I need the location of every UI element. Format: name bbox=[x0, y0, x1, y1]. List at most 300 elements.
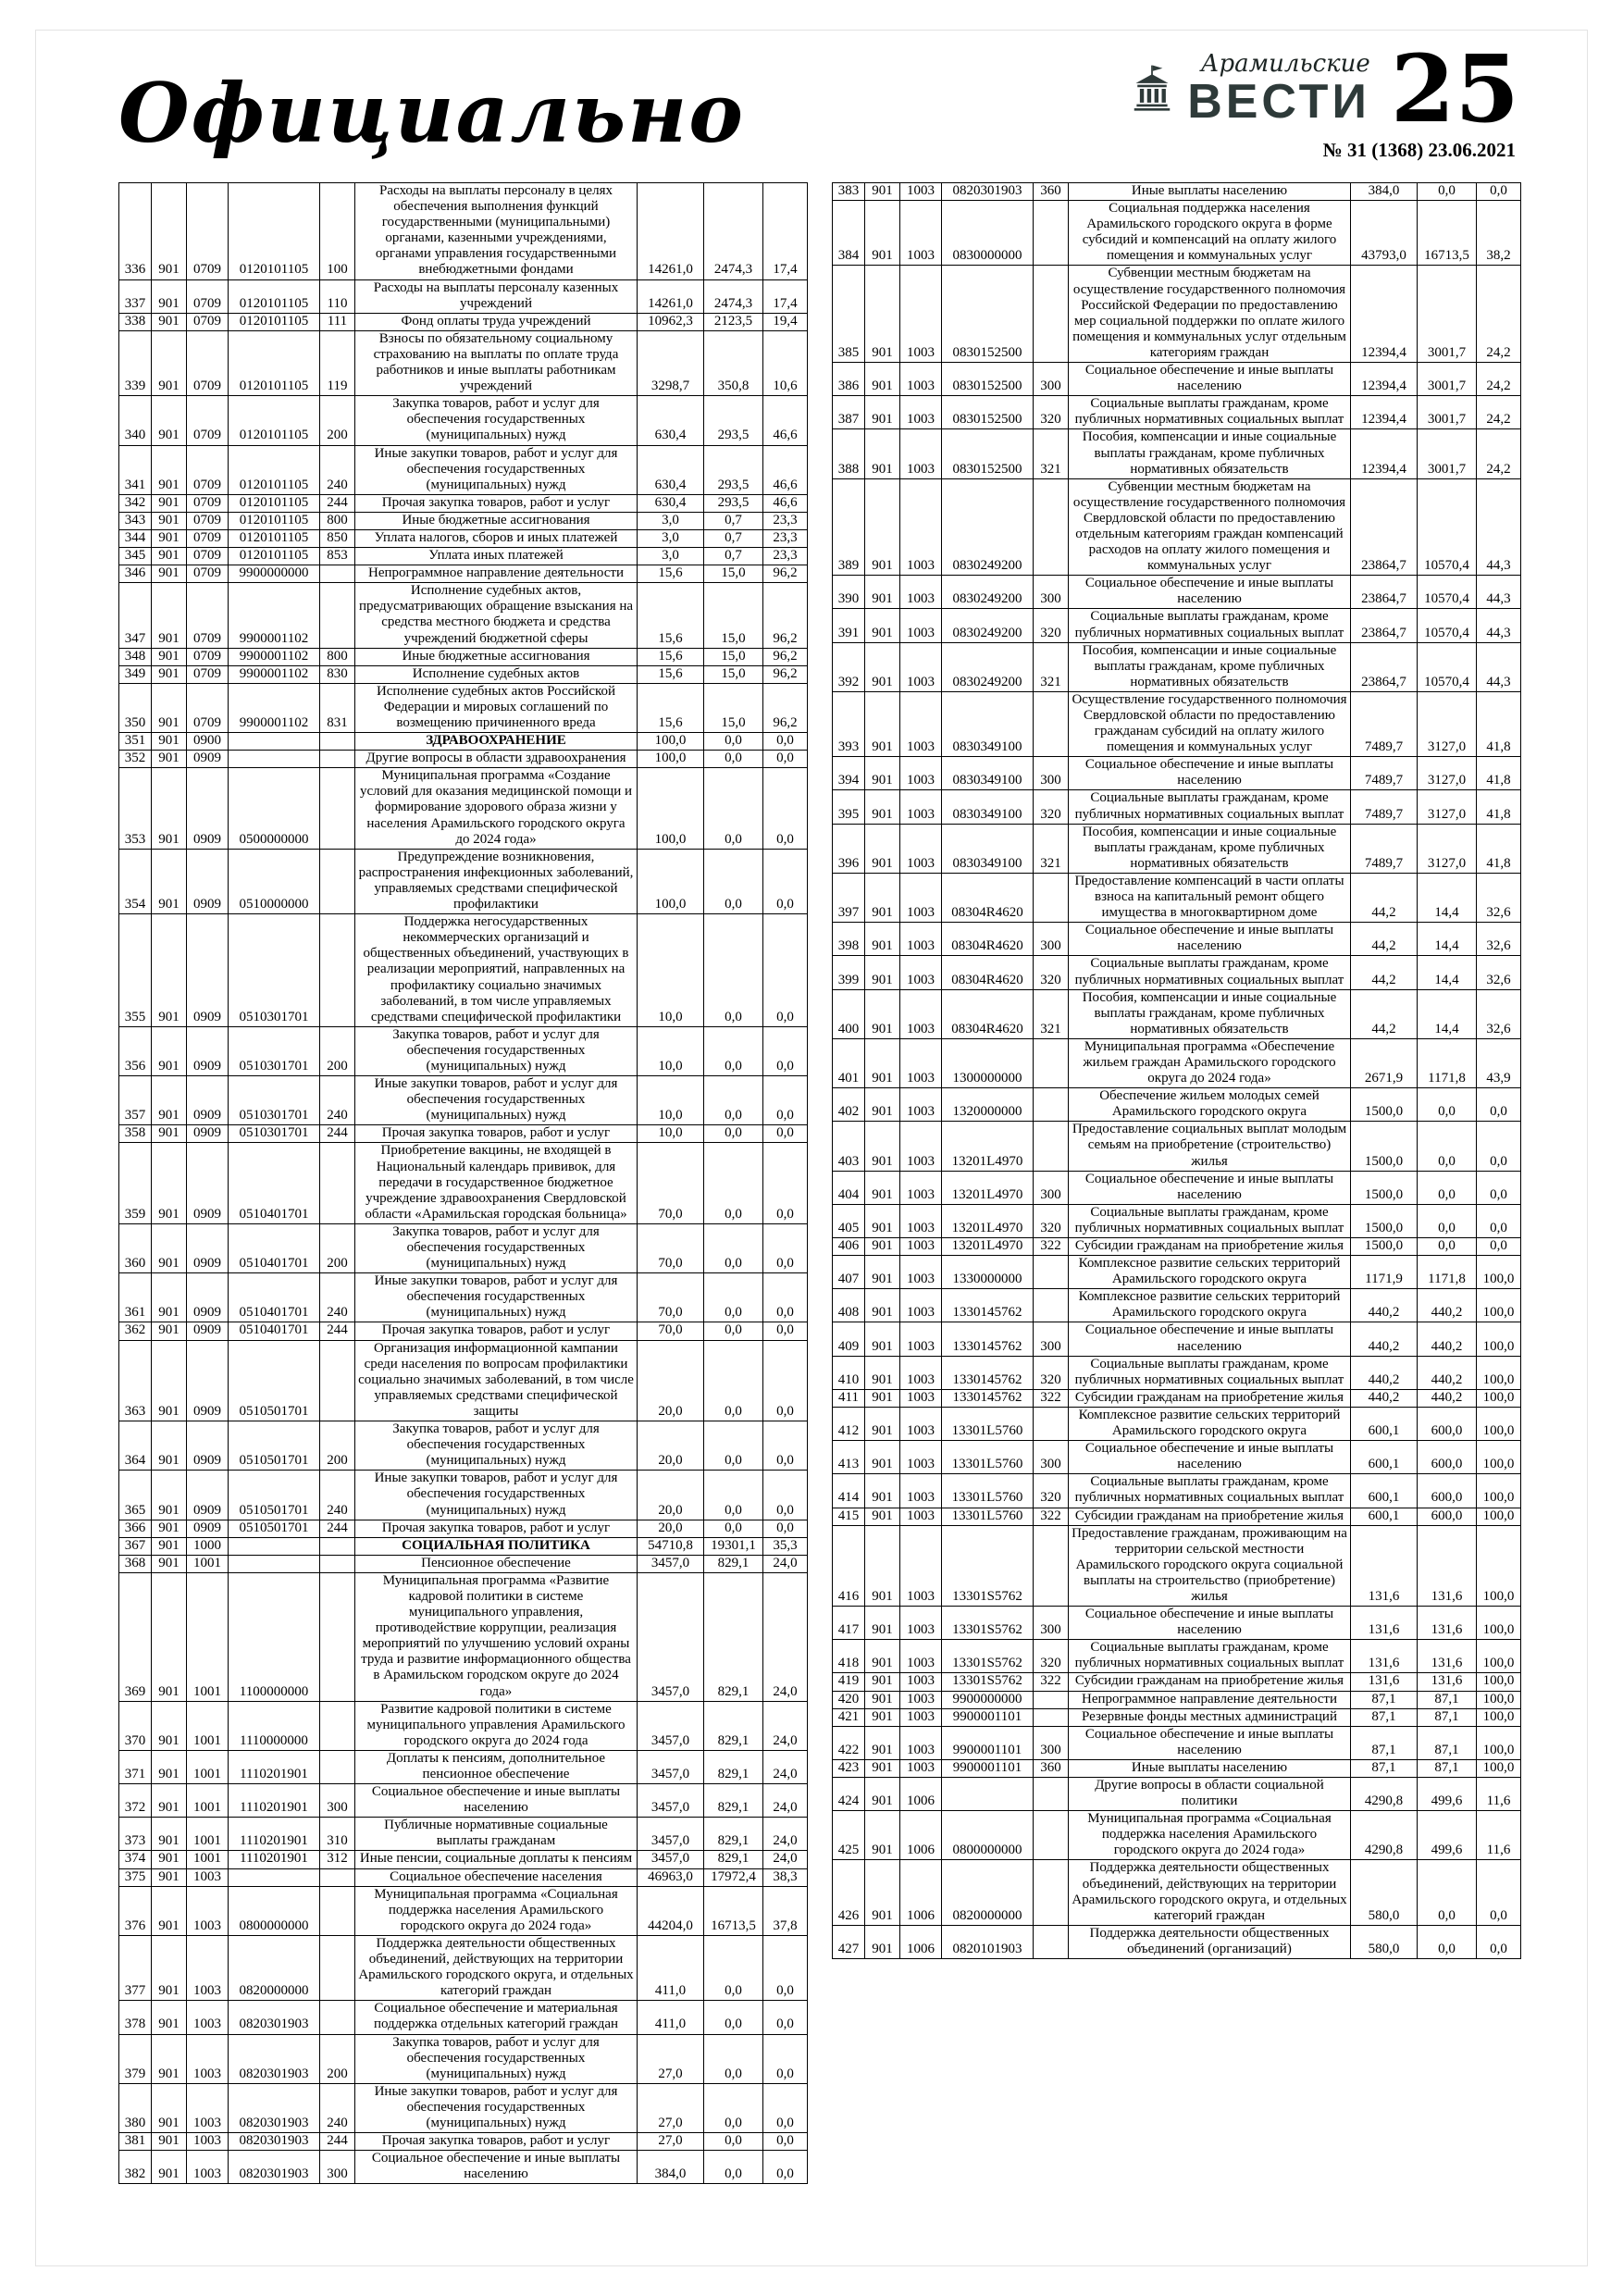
expense-type-code-cell: 110 bbox=[320, 279, 355, 313]
approved-amount-cell: 14261,0 bbox=[638, 279, 704, 313]
target-item-code-cell: 0120101105 bbox=[229, 279, 320, 313]
budget-row bbox=[833, 363, 1521, 396]
section-code-cell: 0709 bbox=[187, 565, 229, 583]
budget-row bbox=[119, 683, 808, 732]
execution-percent-cell: 0,0 bbox=[763, 1143, 808, 1223]
execution-percent-cell: 0,0 bbox=[763, 1471, 808, 1520]
section-code-cell: 0900 bbox=[187, 733, 229, 751]
execution-percent-cell: 46,6 bbox=[763, 396, 808, 445]
execution-percent-cell: 0,0 bbox=[763, 1322, 808, 1340]
grbs-code-cell: 901 bbox=[152, 1868, 187, 1886]
section-code-cell: 1003 bbox=[900, 1238, 942, 1256]
executed-amount-cell: 0,0 bbox=[704, 1143, 763, 1223]
executed-amount-cell: 440,2 bbox=[1418, 1322, 1477, 1356]
approved-amount-cell: 580,0 bbox=[1351, 1860, 1418, 1925]
section-code-cell: 1003 bbox=[187, 1935, 229, 2000]
expense-type-code-cell bbox=[1034, 1256, 1069, 1289]
expense-type-code-cell: 300 bbox=[1034, 1441, 1069, 1474]
row-number-cell: 346 bbox=[119, 565, 152, 583]
expense-name-cell: Социальные выплаты гражданам, кроме публичных нормативных социальных выплат bbox=[1069, 609, 1351, 642]
section-code-cell: 0709 bbox=[187, 445, 229, 494]
grbs-code-cell: 901 bbox=[152, 583, 187, 648]
execution-percent-cell: 17,4 bbox=[763, 183, 808, 280]
executed-amount-cell: 440,2 bbox=[1418, 1356, 1477, 1389]
row-number-cell: 419 bbox=[833, 1673, 865, 1691]
target-item-code-cell: 13201L4970 bbox=[942, 1122, 1034, 1171]
expense-name-cell: Предупреждение возникновения, распространения инфекционных заболеваний, управляемых средствами специфической профилактики bbox=[355, 849, 638, 913]
section-code-cell: 1003 bbox=[900, 1389, 942, 1407]
executed-amount-cell: 293,5 bbox=[704, 445, 763, 494]
expense-name-cell: Расходы на выплаты персоналу казенных учреждений bbox=[355, 279, 638, 313]
expense-type-code-cell: 321 bbox=[1034, 989, 1069, 1038]
row-number-cell: 336 bbox=[119, 183, 152, 280]
expense-name-cell: Социальное обеспечение и иные выплаты населению bbox=[355, 1784, 638, 1818]
executed-amount-cell: 3127,0 bbox=[1418, 790, 1477, 824]
execution-percent-cell: 44,3 bbox=[1477, 609, 1521, 642]
expense-type-code-cell: 300 bbox=[1034, 923, 1069, 956]
approved-amount-cell: 440,2 bbox=[1351, 1289, 1418, 1322]
target-item-code-cell: 0510000000 bbox=[229, 849, 320, 913]
expense-type-code-cell: 200 bbox=[320, 1026, 355, 1075]
expense-name-cell: Поддержка негосударственных некоммерческих организаций и общественных объединений, участвующих в реализации мероприятий, направленных на профилактику социально значимых заболеваний, в том числе управляемых средствами специфической профилактики bbox=[355, 914, 638, 1027]
grbs-code-cell: 901 bbox=[152, 565, 187, 583]
row-number-cell: 379 bbox=[119, 2034, 152, 2083]
expense-type-code-cell: 300 bbox=[320, 2151, 355, 2184]
expense-type-code-cell: 244 bbox=[320, 2133, 355, 2151]
grbs-code-cell: 901 bbox=[152, 1572, 187, 1701]
section-code-cell: 1003 bbox=[900, 478, 942, 576]
grbs-code-cell: 901 bbox=[152, 1125, 187, 1143]
expense-name-cell: Непрограммное направление деятельности bbox=[1069, 1691, 1351, 1708]
executed-amount-cell: 16713,5 bbox=[1418, 201, 1477, 266]
expense-name-cell: Прочая закупка товаров, работ и услуг bbox=[355, 2133, 638, 2151]
execution-percent-cell: 35,3 bbox=[763, 1537, 808, 1555]
expense-type-code-cell: 300 bbox=[1034, 576, 1069, 609]
target-item-code-cell bbox=[229, 1537, 320, 1555]
row-number-cell: 380 bbox=[119, 2083, 152, 2132]
expense-type-code-cell: 830 bbox=[320, 665, 355, 683]
target-item-code-cell: 13301S5762 bbox=[942, 1673, 1034, 1691]
expense-name-cell: Приобретение вакцины, не входящей в Национальный календарь прививок, для передачи в государственное бюджетное учреждение здравоохранения Свердловской области «Арамильская городская больница» bbox=[355, 1143, 638, 1223]
row-number-cell: 384 bbox=[833, 201, 865, 266]
budget-row bbox=[833, 266, 1521, 363]
row-number-cell: 407 bbox=[833, 1256, 865, 1289]
expense-name-cell: Пособия, компенсации и иные социальные выплаты гражданам, кроме публичных нормативных обязательств bbox=[1069, 989, 1351, 1038]
budget-row bbox=[833, 396, 1521, 429]
execution-percent-cell: 0,0 bbox=[763, 1935, 808, 2000]
grbs-code-cell: 901 bbox=[152, 512, 187, 529]
grbs-code-cell: 901 bbox=[865, 1441, 900, 1474]
approved-amount-cell: 20,0 bbox=[638, 1520, 704, 1537]
expense-type-code-cell: 240 bbox=[320, 2083, 355, 2132]
budget-row bbox=[119, 1868, 808, 1886]
approved-amount-cell: 43793,0 bbox=[1351, 201, 1418, 266]
budget-row bbox=[833, 989, 1521, 1038]
expense-type-code-cell: 312 bbox=[320, 1851, 355, 1868]
execution-percent-cell: 0,0 bbox=[763, 733, 808, 751]
executed-amount-cell: 0,0 bbox=[704, 914, 763, 1027]
approved-amount-cell: 3457,0 bbox=[638, 1701, 704, 1750]
grbs-code-cell: 901 bbox=[152, 1471, 187, 1520]
section-code-cell: 1003 bbox=[900, 1356, 942, 1389]
expense-type-code-cell bbox=[320, 1750, 355, 1783]
row-number-cell: 415 bbox=[833, 1508, 865, 1525]
executed-amount-cell: 829,1 bbox=[704, 1572, 763, 1701]
executed-amount-cell: 0,0 bbox=[704, 1520, 763, 1537]
execution-percent-cell: 24,0 bbox=[763, 1784, 808, 1818]
approved-amount-cell: 630,4 bbox=[638, 396, 704, 445]
expense-type-code-cell: 321 bbox=[1034, 642, 1069, 691]
grbs-code-cell: 901 bbox=[865, 1407, 900, 1440]
expense-type-code-cell bbox=[320, 1701, 355, 1750]
row-number-cell: 351 bbox=[119, 733, 152, 751]
approved-amount-cell: 3457,0 bbox=[638, 1555, 704, 1572]
brand-text bbox=[1187, 50, 1370, 129]
budget-row bbox=[833, 1441, 1521, 1474]
section-code-cell: 1003 bbox=[900, 956, 942, 989]
expense-type-code-cell: 200 bbox=[320, 1223, 355, 1272]
target-item-code-cell: 13301S5762 bbox=[942, 1607, 1034, 1640]
budget-row bbox=[833, 757, 1521, 790]
row-number-cell: 361 bbox=[119, 1273, 152, 1322]
executed-amount-cell: 87,1 bbox=[1418, 1726, 1477, 1759]
expense-name-cell: Социальные выплаты гражданам, кроме публичных нормативных социальных выплат bbox=[1069, 956, 1351, 989]
budget-row bbox=[833, 1811, 1521, 1860]
expense-name-cell: Осуществление государственного полномочия Свердловской области по предоставлению гражданам субсидий на оплату жилого помещения и коммунальных услуг bbox=[1069, 691, 1351, 756]
approved-amount-cell: 3457,0 bbox=[638, 1572, 704, 1701]
row-number-cell: 382 bbox=[119, 2151, 152, 2184]
section-code-cell: 1003 bbox=[900, 266, 942, 363]
row-number-cell: 398 bbox=[833, 923, 865, 956]
expense-type-code-cell bbox=[320, 1143, 355, 1223]
grbs-code-cell: 901 bbox=[865, 923, 900, 956]
execution-percent-cell: 100,0 bbox=[1477, 1640, 1521, 1673]
section-code-cell: 1006 bbox=[900, 1811, 942, 1860]
row-number-cell: 414 bbox=[833, 1474, 865, 1508]
expense-name-cell: Муниципальная программа «Социальная поддержка населения Арамильского городского округа до 2024 года» bbox=[355, 1886, 638, 1935]
budget-row bbox=[833, 1778, 1521, 1811]
execution-percent-cell: 0,0 bbox=[1477, 1204, 1521, 1237]
target-item-code-cell: 9900001102 bbox=[229, 583, 320, 648]
approved-amount-cell: 580,0 bbox=[1351, 1925, 1418, 1958]
section-code-cell: 0709 bbox=[187, 183, 229, 280]
approved-amount-cell: 44,2 bbox=[1351, 873, 1418, 922]
grbs-code-cell: 901 bbox=[152, 1935, 187, 2000]
row-number-cell: 359 bbox=[119, 1143, 152, 1223]
approved-amount-cell: 12394,4 bbox=[1351, 396, 1418, 429]
approved-amount-cell: 1500,0 bbox=[1351, 1238, 1418, 1256]
section-code-cell: 1003 bbox=[900, 1726, 942, 1759]
executed-amount-cell: 15,0 bbox=[704, 583, 763, 648]
execution-percent-cell: 24,0 bbox=[763, 1818, 808, 1851]
target-item-code-cell: 1320000000 bbox=[942, 1088, 1034, 1122]
row-number-cell: 394 bbox=[833, 757, 865, 790]
grbs-code-cell: 901 bbox=[865, 1356, 900, 1389]
executed-amount-cell: 0,0 bbox=[704, 849, 763, 913]
row-number-cell: 362 bbox=[119, 1322, 152, 1340]
approved-amount-cell: 411,0 bbox=[638, 2001, 704, 2034]
approved-amount-cell: 7489,7 bbox=[1351, 824, 1418, 873]
expense-type-code-cell: 244 bbox=[320, 494, 355, 512]
execution-percent-cell: 37,8 bbox=[763, 1886, 808, 1935]
target-item-code-cell: 9900001101 bbox=[942, 1759, 1034, 1777]
approved-amount-cell: 15,6 bbox=[638, 683, 704, 732]
expense-name-cell: Прочая закупка товаров, работ и услуг bbox=[355, 494, 638, 512]
executed-amount-cell: 0,0 bbox=[704, 2133, 763, 2151]
section-code-cell: 1003 bbox=[900, 1691, 942, 1708]
section-code-cell: 0709 bbox=[187, 494, 229, 512]
row-number-cell: 342 bbox=[119, 494, 152, 512]
section-code-cell: 1003 bbox=[900, 989, 942, 1038]
executed-amount-cell: 440,2 bbox=[1418, 1289, 1477, 1322]
row-number-cell: 424 bbox=[833, 1778, 865, 1811]
expense-type-code-cell bbox=[320, 751, 355, 768]
executed-amount-cell: 829,1 bbox=[704, 1784, 763, 1818]
execution-percent-cell: 32,6 bbox=[1477, 956, 1521, 989]
grbs-code-cell: 901 bbox=[152, 529, 187, 547]
expense-type-code-cell: 300 bbox=[1034, 1171, 1069, 1204]
expense-type-code-cell bbox=[320, 565, 355, 583]
approved-amount-cell: 131,6 bbox=[1351, 1640, 1418, 1673]
budget-row bbox=[119, 1026, 808, 1075]
grbs-code-cell: 901 bbox=[865, 1171, 900, 1204]
approved-amount-cell: 384,0 bbox=[638, 2151, 704, 2184]
expense-type-code-cell: 244 bbox=[320, 1322, 355, 1340]
budget-row bbox=[119, 445, 808, 494]
expense-name-cell: Социальное обеспечение и иные выплаты населению bbox=[1069, 1726, 1351, 1759]
row-number-cell: 388 bbox=[833, 429, 865, 478]
grbs-code-cell: 901 bbox=[152, 849, 187, 913]
target-item-code-cell: 0120101105 bbox=[229, 512, 320, 529]
row-number-cell: 396 bbox=[833, 824, 865, 873]
budget-row bbox=[119, 1421, 808, 1471]
execution-percent-cell: 17,4 bbox=[763, 279, 808, 313]
budget-row bbox=[119, 751, 808, 768]
execution-percent-cell: 100,0 bbox=[1477, 1322, 1521, 1356]
expense-type-code-cell: 310 bbox=[320, 1818, 355, 1851]
section-code-cell: 1003 bbox=[900, 183, 942, 201]
grbs-code-cell: 901 bbox=[865, 1525, 900, 1606]
executed-amount-cell: 0,0 bbox=[704, 1273, 763, 1322]
expense-type-code-cell: 240 bbox=[320, 1273, 355, 1322]
row-number-cell: 339 bbox=[119, 330, 152, 395]
grbs-code-cell: 901 bbox=[865, 956, 900, 989]
row-number-cell: 376 bbox=[119, 1886, 152, 1935]
section-code-cell: 1003 bbox=[900, 642, 942, 691]
execution-percent-cell: 23,3 bbox=[763, 529, 808, 547]
execution-percent-cell: 32,6 bbox=[1477, 923, 1521, 956]
grbs-code-cell: 901 bbox=[152, 1143, 187, 1223]
approved-amount-cell: 23864,7 bbox=[1351, 609, 1418, 642]
section-code-cell: 1003 bbox=[900, 1407, 942, 1440]
approved-amount-cell: 3457,0 bbox=[638, 1851, 704, 1868]
grbs-code-cell: 901 bbox=[152, 279, 187, 313]
target-item-code-cell: 13201L4970 bbox=[942, 1171, 1034, 1204]
row-number-cell: 374 bbox=[119, 1851, 152, 1868]
section-code-cell: 1003 bbox=[900, 1474, 942, 1508]
target-item-code-cell: 13301S5762 bbox=[942, 1525, 1034, 1606]
expense-type-code-cell bbox=[1034, 1525, 1069, 1606]
executed-amount-cell: 600,0 bbox=[1418, 1407, 1477, 1440]
target-item-code-cell: 0820301903 bbox=[229, 2151, 320, 2184]
grbs-code-cell: 901 bbox=[865, 1238, 900, 1256]
grbs-code-cell: 901 bbox=[152, 2133, 187, 2151]
section-code-cell: 0909 bbox=[187, 768, 229, 849]
grbs-code-cell: 901 bbox=[865, 1778, 900, 1811]
section-code-cell: 1003 bbox=[900, 1673, 942, 1691]
execution-percent-cell: 0,0 bbox=[763, 1076, 808, 1125]
section-code-cell: 0709 bbox=[187, 665, 229, 683]
expense-type-code-cell: 244 bbox=[320, 1520, 355, 1537]
target-item-code-cell: 0510301701 bbox=[229, 1076, 320, 1125]
row-number-cell: 350 bbox=[119, 683, 152, 732]
execution-percent-cell: 0,0 bbox=[763, 2001, 808, 2034]
budget-table-left-body bbox=[119, 183, 808, 2184]
budget-row bbox=[119, 565, 808, 583]
grbs-code-cell: 901 bbox=[152, 914, 187, 1027]
row-number-cell: 337 bbox=[119, 279, 152, 313]
target-item-code-cell: 0500000000 bbox=[229, 768, 320, 849]
target-item-code-cell: 13201L4970 bbox=[942, 1238, 1034, 1256]
target-item-code-cell: 13301L5760 bbox=[942, 1474, 1034, 1508]
execution-percent-cell: 96,2 bbox=[763, 648, 808, 665]
grbs-code-cell: 901 bbox=[152, 183, 187, 280]
approved-amount-cell: 600,1 bbox=[1351, 1474, 1418, 1508]
execution-percent-cell: 0,0 bbox=[1477, 1088, 1521, 1122]
budget-row bbox=[119, 1701, 808, 1750]
expense-name-cell: Резервные фонды местных администраций bbox=[1069, 1708, 1351, 1726]
budget-row bbox=[119, 548, 808, 565]
executed-amount-cell: 10570,4 bbox=[1418, 642, 1477, 691]
budget-row bbox=[119, 648, 808, 665]
target-item-code-cell: 0120101105 bbox=[229, 313, 320, 330]
budget-row bbox=[833, 1508, 1521, 1525]
expense-type-code-cell: 320 bbox=[1034, 396, 1069, 429]
grbs-code-cell: 901 bbox=[865, 1759, 900, 1777]
execution-percent-cell: 44,3 bbox=[1477, 642, 1521, 691]
expense-name-cell: Социальное обеспечение и иные выплаты населению bbox=[1069, 1322, 1351, 1356]
approved-amount-cell: 1500,0 bbox=[1351, 1088, 1418, 1122]
executed-amount-cell: 0,0 bbox=[704, 1340, 763, 1421]
target-item-code-cell: 9900001101 bbox=[942, 1708, 1034, 1726]
section-code-cell: 1003 bbox=[187, 2083, 229, 2132]
execution-percent-cell: 19,4 bbox=[763, 313, 808, 330]
approved-amount-cell: 12394,4 bbox=[1351, 363, 1418, 396]
expense-type-code-cell bbox=[1034, 1691, 1069, 1708]
section-code-cell: 0909 bbox=[187, 1125, 229, 1143]
execution-percent-cell: 41,8 bbox=[1477, 790, 1521, 824]
grbs-code-cell: 901 bbox=[152, 396, 187, 445]
target-item-code-cell: 9900001101 bbox=[942, 1726, 1034, 1759]
expense-type-code-cell bbox=[1034, 1407, 1069, 1440]
execution-percent-cell: 0,0 bbox=[1477, 1171, 1521, 1204]
target-item-code-cell: 9900001102 bbox=[229, 648, 320, 665]
section-code-cell: 1003 bbox=[900, 1525, 942, 1606]
budget-row bbox=[833, 824, 1521, 873]
row-number-cell: 357 bbox=[119, 1076, 152, 1125]
row-number-cell: 347 bbox=[119, 583, 152, 648]
budget-row bbox=[833, 576, 1521, 609]
budget-row bbox=[119, 768, 808, 849]
budget-row bbox=[119, 1223, 808, 1272]
budget-row bbox=[119, 583, 808, 648]
executed-amount-cell: 0,0 bbox=[704, 733, 763, 751]
budget-row bbox=[833, 1407, 1521, 1440]
row-number-cell: 401 bbox=[833, 1038, 865, 1087]
expense-type-code-cell: 853 bbox=[320, 548, 355, 565]
grbs-code-cell: 901 bbox=[152, 733, 187, 751]
target-item-code-cell: 0510401701 bbox=[229, 1223, 320, 1272]
approved-amount-cell: 7489,7 bbox=[1351, 757, 1418, 790]
expense-name-cell: Исполнение судебных актов Российской Федерации и мировых соглашений по возмещению причиненного вреда bbox=[355, 683, 638, 732]
expense-name-cell: Поддержка деятельности общественных объединений, действующих на территории Арамильского городского округа, и отдельных категорий граждан bbox=[1069, 1860, 1351, 1925]
expense-type-code-cell: 800 bbox=[320, 648, 355, 665]
approved-amount-cell: 1500,0 bbox=[1351, 1122, 1418, 1171]
executed-amount-cell: 14,4 bbox=[1418, 923, 1477, 956]
grbs-code-cell: 901 bbox=[865, 1289, 900, 1322]
expense-name-cell: Социальные выплаты гражданам, кроме публичных нормативных социальных выплат bbox=[1069, 790, 1351, 824]
grbs-code-cell: 901 bbox=[865, 1860, 900, 1925]
target-item-code-cell: 0800000000 bbox=[229, 1886, 320, 1935]
executed-amount-cell: 14,4 bbox=[1418, 873, 1477, 922]
expense-name-cell: Иные выплаты населению bbox=[1069, 1759, 1351, 1777]
expense-name-cell: Муниципальная программа «Обеспечение жильем граждан Арамильского городского округа до 2024 года» bbox=[1069, 1038, 1351, 1087]
approved-amount-cell: 27,0 bbox=[638, 2034, 704, 2083]
expense-type-code-cell: 240 bbox=[320, 1076, 355, 1125]
executed-amount-cell: 0,0 bbox=[704, 1125, 763, 1143]
execution-percent-cell: 0,0 bbox=[763, 1125, 808, 1143]
executed-amount-cell: 15,0 bbox=[704, 565, 763, 583]
approved-amount-cell: 23864,7 bbox=[1351, 478, 1418, 576]
expense-name-cell: Социальное обеспечение и иные выплаты населению bbox=[1069, 363, 1351, 396]
execution-percent-cell: 24,0 bbox=[763, 1750, 808, 1783]
row-number-cell: 427 bbox=[833, 1925, 865, 1958]
expense-name-cell: Другие вопросы в области социальной политики bbox=[1069, 1778, 1351, 1811]
executed-amount-cell: 0,0 bbox=[704, 2083, 763, 2132]
budget-row bbox=[119, 183, 808, 280]
executed-amount-cell: 3127,0 bbox=[1418, 757, 1477, 790]
row-number-cell: 416 bbox=[833, 1525, 865, 1606]
section-code-cell: 0709 bbox=[187, 396, 229, 445]
executed-amount-cell: 15,0 bbox=[704, 683, 763, 732]
executed-amount-cell: 10570,4 bbox=[1418, 576, 1477, 609]
expense-type-code-cell: 320 bbox=[1034, 1204, 1069, 1237]
expense-type-code-cell bbox=[1034, 1778, 1069, 1811]
budget-row bbox=[833, 1256, 1521, 1289]
row-number-cell: 338 bbox=[119, 313, 152, 330]
approved-amount-cell: 70,0 bbox=[638, 1143, 704, 1223]
executed-amount-cell: 440,2 bbox=[1418, 1389, 1477, 1407]
approved-amount-cell: 10,0 bbox=[638, 1076, 704, 1125]
execution-percent-cell: 24,2 bbox=[1477, 429, 1521, 478]
expense-type-code-cell bbox=[1034, 1289, 1069, 1322]
target-item-code-cell: 0830349100 bbox=[942, 757, 1034, 790]
row-number-cell: 393 bbox=[833, 691, 865, 756]
execution-percent-cell: 96,2 bbox=[763, 565, 808, 583]
budget-row bbox=[119, 1471, 808, 1520]
execution-percent-cell: 0,0 bbox=[763, 2034, 808, 2083]
section-code-cell: 1001 bbox=[187, 1851, 229, 1868]
expense-type-code-cell: 320 bbox=[1034, 956, 1069, 989]
approved-amount-cell: 3,0 bbox=[638, 529, 704, 547]
expense-type-code-cell: 300 bbox=[1034, 1322, 1069, 1356]
executed-amount-cell: 131,6 bbox=[1418, 1673, 1477, 1691]
budget-row bbox=[119, 396, 808, 445]
section-code-cell: 1003 bbox=[900, 1122, 942, 1171]
budget-row bbox=[833, 1322, 1521, 1356]
executed-amount-cell: 19301,1 bbox=[704, 1537, 763, 1555]
approved-amount-cell: 3457,0 bbox=[638, 1750, 704, 1783]
